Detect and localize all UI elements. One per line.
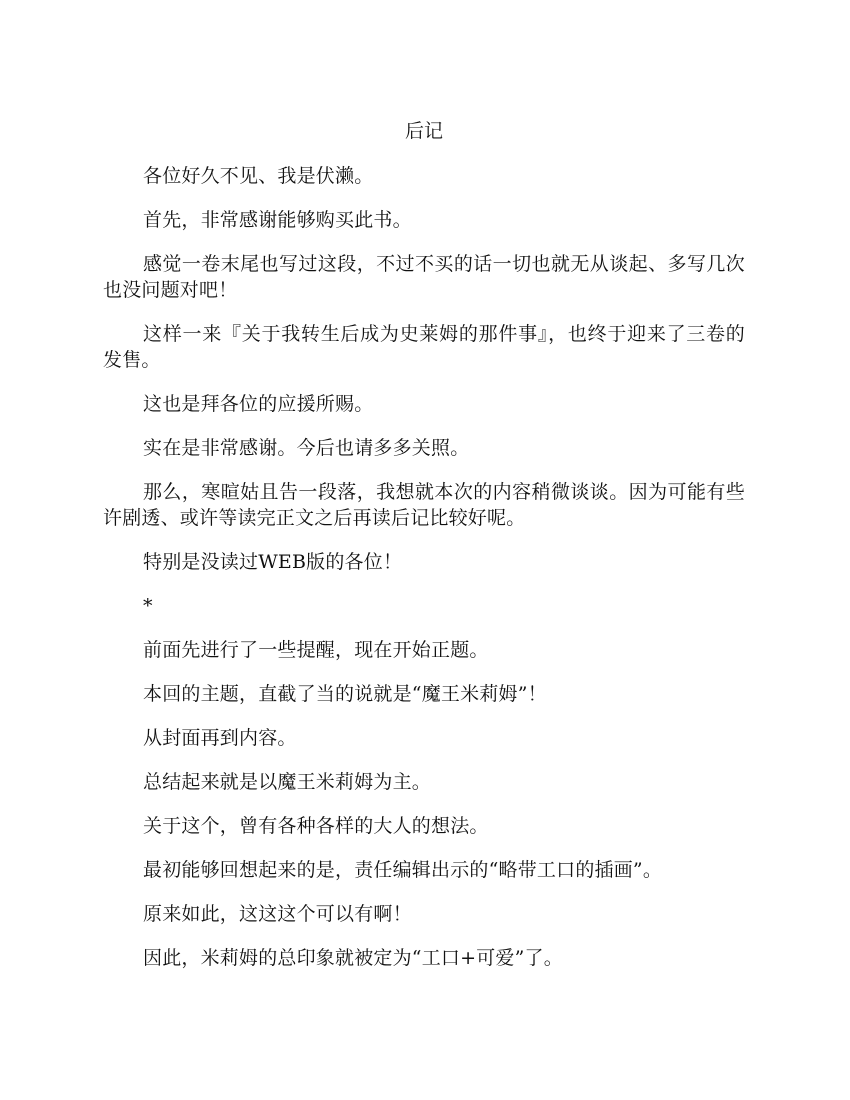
- paragraph: 关于这个，曾有各种各样的大人的想法。: [143, 815, 489, 837]
- section-separator: *: [143, 595, 153, 617]
- paragraph: 实在是非常感谢。今后也请多多关照。: [143, 437, 470, 459]
- paragraph: 首先，非常感谢能够购买此书。: [143, 209, 412, 231]
- paragraph: 因此，米莉姆的总印象就被定为“工口+可爱”了。: [143, 947, 563, 969]
- paragraph: 这也是拜各位的应援所赐。: [143, 393, 374, 415]
- paragraph: 这样一来『关于我转生后成为史莱姆的那件事』，也终于迎来了三卷的发售。: [103, 323, 745, 371]
- paragraph: 各位好久不见、我是伏濑。: [143, 165, 374, 187]
- paragraph: 那么，寒暄姑且告一段落，我想就本次的内容稍微谈谈。因为可能有些许剧透、或许等读完正文之后再读后记比较好呢。: [103, 481, 745, 529]
- paragraph: 特别是没读过WEB版的各位！: [143, 551, 403, 573]
- paragraph: 最初能够回想起来的是，责任编辑出示的“略带工口的插画”。: [143, 859, 663, 881]
- paragraph: 本回的主题，直截了当的说就是“魔王米莉姆”！: [143, 683, 547, 705]
- paragraph: 总结起来就是以魔王米莉姆为主。: [143, 771, 432, 793]
- document-page: [103, 117, 745, 989]
- paragraph: 感觉一卷末尾也写过这段，不过不买的话一切也就无从谈起、多写几次也没问题对吧！: [103, 253, 745, 301]
- page-title: 后记: [404, 120, 443, 142]
- paragraph: 从封面再到内容。: [143, 727, 297, 749]
- paragraph: 前面先进行了一些提醒，现在开始正题。: [143, 639, 489, 661]
- paragraph: 原来如此，这这这个可以有啊！: [143, 903, 412, 925]
